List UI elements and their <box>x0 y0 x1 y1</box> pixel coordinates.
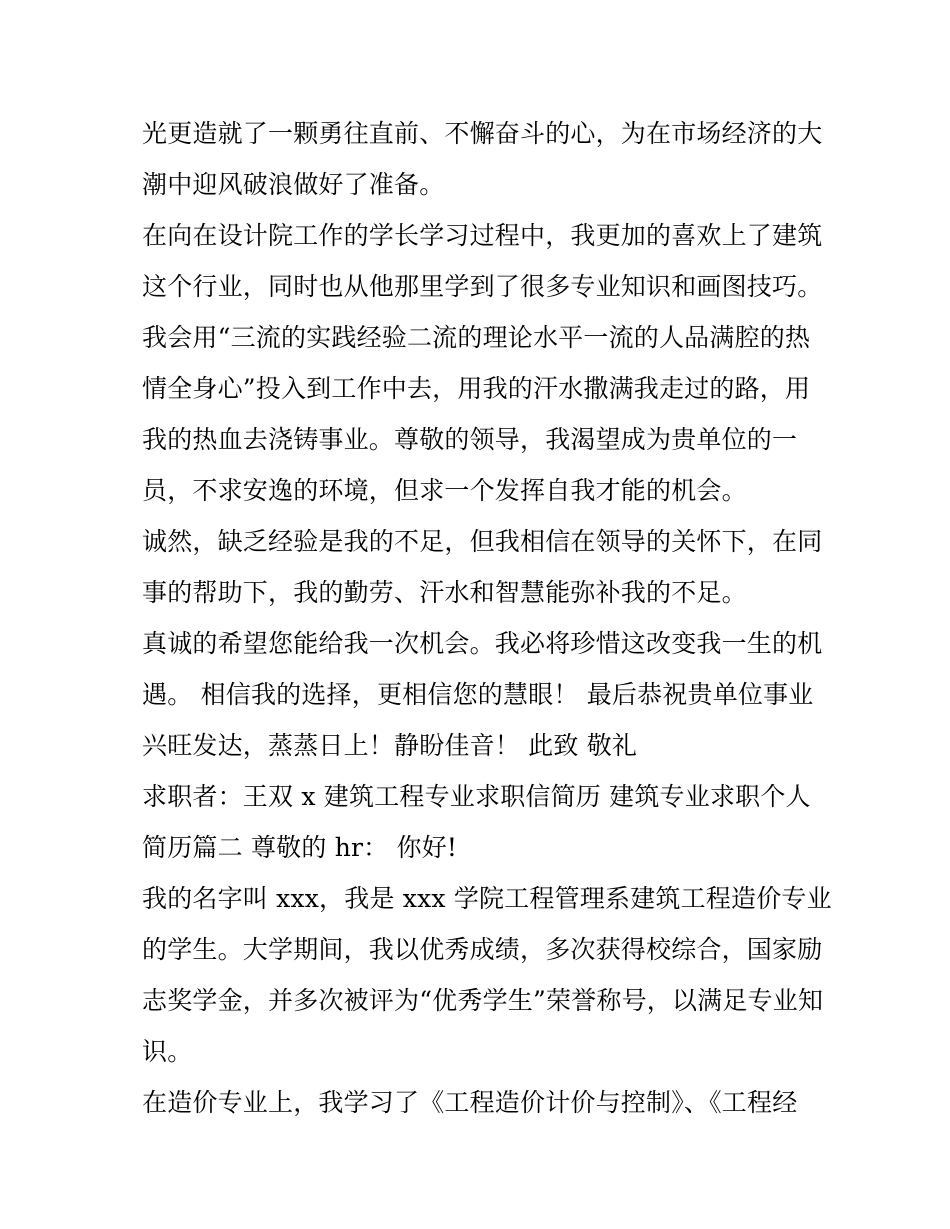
text-line: 员，不求安逸的环境，但求一个发挥自我才能的机会。 <box>142 476 747 505</box>
text-line: 事的帮助下，我的勤劳、汗水和智慧能弥补我的不足。 <box>142 578 747 607</box>
body-text <box>142 108 832 1128</box>
text-line: 在向在设计院工作的学长学习过程中，我更加的喜欢上了建筑 <box>142 221 823 250</box>
text-line: 光更造就了一颗勇往直前、不懈奋斗的心，为在市场经济的大 <box>142 119 823 148</box>
text-line: 识。 <box>142 1037 193 1066</box>
text-line: 真诚的希望您能给我一次机会。我必将珍惜这改变我一生的机 <box>142 629 823 658</box>
text-line: 潮中迎风破浪做好了准备。 <box>142 170 445 199</box>
text-line: 志奖学金，并多次被评为“优秀学生”荣誉称号，以满足专业知 <box>142 986 824 1015</box>
text-line: 情全身心”投入到工作中去，用我的汗水撒满我走过的路，用 <box>142 374 811 403</box>
text-line: 求职者：王双 x 建筑工程专业求职信简历 建筑专业求职个人 <box>142 782 811 811</box>
text-line: 我会用“三流的实践经验二流的理论水平一流的人品满腔的热 <box>142 323 811 352</box>
text-line: 我的名字叫 xxx，我是 xxx 学院工程管理系建筑工程造价专业 <box>142 884 832 913</box>
text-line: 的学生。大学期间，我以优秀成绩，多次获得校综合，国家励 <box>142 935 823 964</box>
text-line: 我的热血去浇铸事业。尊敬的领导，我渴望成为贵单位的一 <box>142 425 798 454</box>
text-line: 在造价专业上，我学习了《工程造价计价与控制》、《工程经 <box>142 1088 798 1117</box>
text-line: 兴旺发达，蒸蒸日上！静盼佳音！ 此致 敬礼 <box>142 731 638 760</box>
text-line: 这个行业，同时也从他那里学到了很多专业知识和画图技巧。 <box>142 272 823 301</box>
text-line: 遇。 相信我的选择，更相信您的慧眼！ 最后恭祝贵单位事业 <box>142 680 814 709</box>
text-line: 简历篇二 尊敬的 hr： 你好! <box>142 833 458 862</box>
text-line: 诚然，缺乏经验是我的不足，但我相信在领导的关怀下，在同 <box>142 527 823 556</box>
